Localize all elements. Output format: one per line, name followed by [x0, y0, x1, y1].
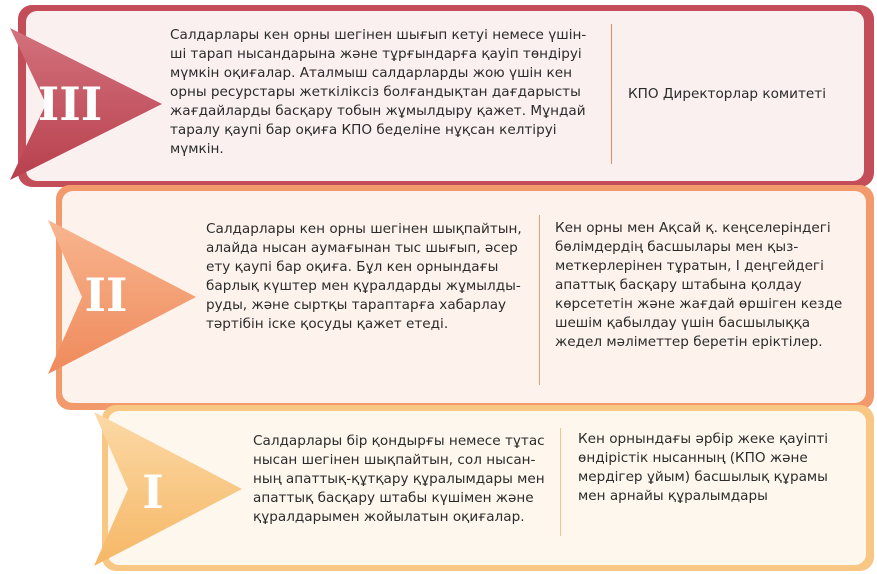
- level-2-description-line: алайда нысан аумағынан тыс шығып, әсер: [206, 240, 518, 256]
- level-2-description-line: ету қаупі бар оқиға. Бұл кен орнындағы: [206, 259, 499, 275]
- level-2-description-line: барлық күштер мен құралдарды жұмылды-: [206, 278, 521, 294]
- level-3-divider: [611, 24, 612, 164]
- level-2-description: [206, 220, 536, 334]
- level-1-responsible-line: өндірістік нысанның (КПО және: [578, 450, 808, 466]
- level-3-description-line: Салдарлары кен орны шегінен шығып кетуі немесе үшін-: [170, 27, 587, 43]
- level-1-description-line: нысан шегінен шықпайтын, сол нысан-: [253, 452, 536, 468]
- level-1-description-line: ның апаттық-құтқару құралымдары мен: [253, 471, 545, 487]
- level-3-responsible-line: КПО Директорлар комитеті: [628, 85, 826, 102]
- level-2-divider: [539, 215, 540, 385]
- level-1-numeral: I: [142, 465, 164, 519]
- level-1-divider: [560, 428, 561, 536]
- level-2-responsible-line: апаттық басқару штабына қолдау: [555, 277, 802, 293]
- level-1-responsible-line: мердігер ұйым) басшылық құрамы: [578, 469, 828, 485]
- level-2-responsible-line: Кен орны мен Ақсай қ. кеңселеріндегі: [555, 220, 831, 236]
- level-2-responsible-line: меткерлерінен тұратын, I деңгейдегі: [555, 258, 824, 274]
- level-2-responsible: [555, 219, 860, 352]
- level-3-description-line: мүмкін оқиғалар. Аталмыш салдарларды жою үшін кен: [170, 65, 572, 81]
- level-3-description-line: ші тарап нысандарына және тұрғындарға қауіп төндіруі: [170, 46, 582, 62]
- level-1-responsible-line: Кен орнындағы әрбір жеке қауіпті: [578, 431, 829, 447]
- level-1-responsible-line: мен арнайы құралымдары: [578, 488, 768, 504]
- level-1-description: [253, 432, 553, 527]
- level-3-description: [170, 26, 600, 159]
- level-2-description-line: Салдарлары кен орны шегінен шықпайтын,: [206, 221, 522, 237]
- level-3-description-line: таралу қаупі бар оқиға КПО беделіне нұқсан келтіруі: [170, 122, 557, 138]
- level-1-responsible: [578, 430, 858, 506]
- level-3-responsible: [628, 24, 860, 164]
- level-2-description-line: руды, және сыртқы тараптарға хабарлау: [206, 297, 507, 313]
- level-1-description-line: апаттық басқару штабы күшімен және: [253, 490, 534, 506]
- level-2-responsible-line: бөлімдердің басшылары мен қыз-: [555, 239, 799, 255]
- level-2-responsible-line: шешім қабылдау үшін басшылыққа: [555, 315, 811, 331]
- level-3-description-line: жағдайларды басқару тобын жұмылдыру қажет. Мұндай: [170, 103, 586, 119]
- level-3-description-line: орны ресурстары жеткіліксіз болғандықтан дағдарысты: [170, 84, 581, 100]
- level-2-description-line: тәртібін іске қосуды қажет етеді.: [206, 316, 449, 332]
- level-2-responsible-line: жедел мәліметтер беретін еріктілер.: [555, 334, 823, 350]
- level-3-numeral: III: [37, 77, 103, 131]
- level-2-responsible-line: көрсететін және жағдай өршіген кезде: [555, 296, 843, 312]
- level-3-description-line: мүмкін.: [170, 141, 224, 157]
- level-1-description-line: Салдарлары бір қондырғы немесе тұтас: [253, 433, 545, 449]
- level-1-description-line: құралдарымен жойылатын оқиғалар.: [253, 509, 525, 525]
- level-2-numeral: II: [84, 268, 128, 322]
